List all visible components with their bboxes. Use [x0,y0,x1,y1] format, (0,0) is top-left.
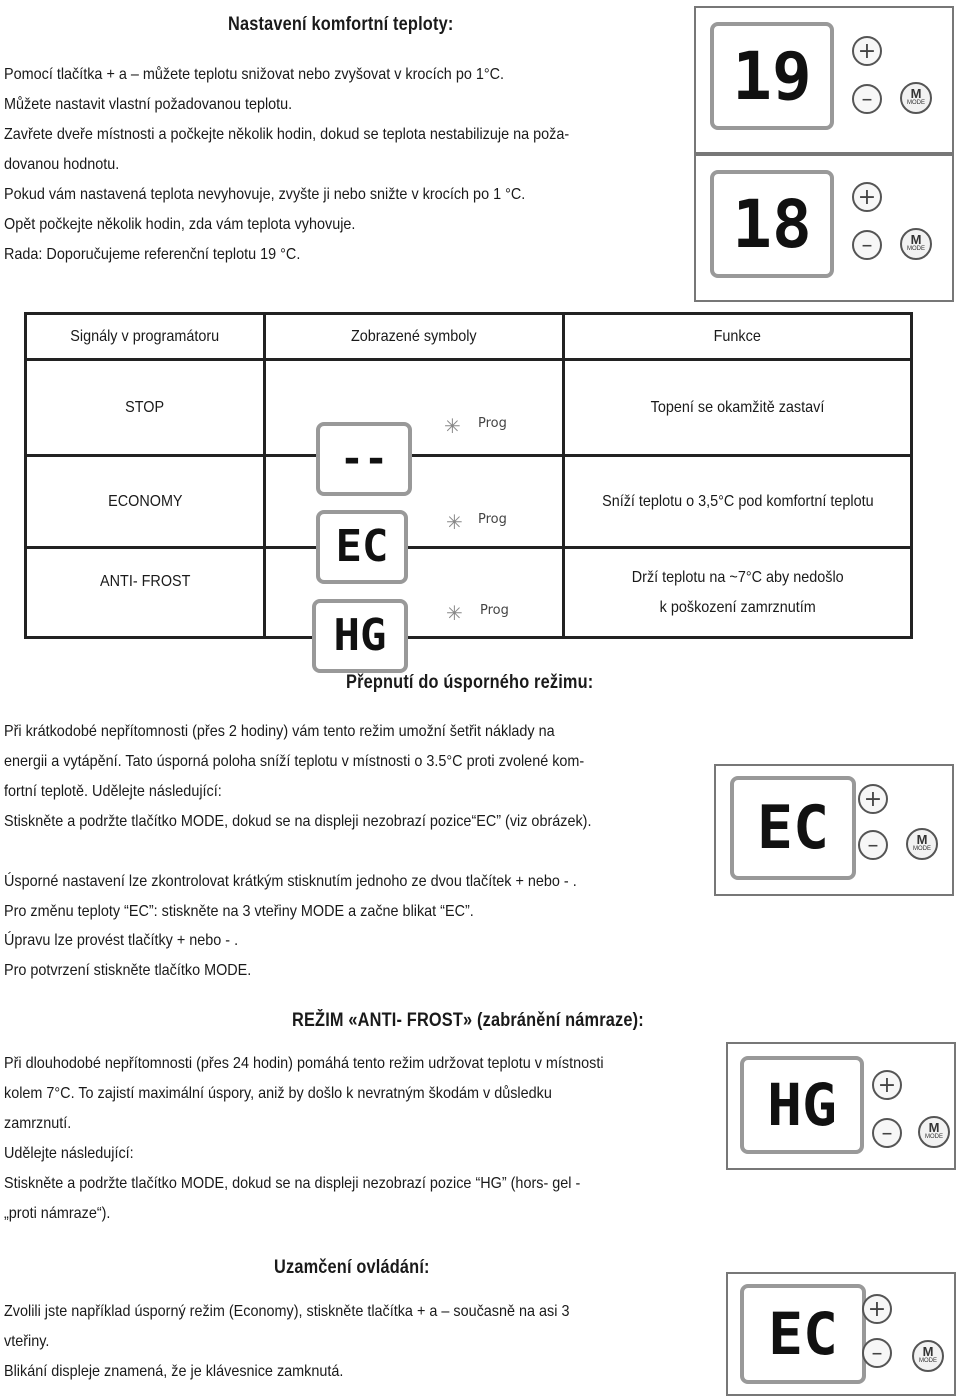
economy-line: Stiskněte a podržte tlačítko MODE, dokud se na displeji nezobrazí pozice“EC” (viz obrázek). [4,813,592,830]
mode-button[interactable] [912,1340,944,1372]
mode-button-label: MODE [907,246,925,252]
antifrost-line: „proti námraze“). [4,1205,111,1222]
symbol-cell [265,548,564,661]
mode-button-m: M [916,832,928,847]
plus-button[interactable]: + [858,784,888,814]
mode-button[interactable] [900,82,932,114]
function-cell [564,360,912,456]
lcd-display: EC [740,1284,866,1384]
symbol-cell [265,456,564,572]
minus-button[interactable]: – [852,230,882,260]
lock-heading: Uzamčení ovládání: [274,1257,430,1278]
function-economy: Sníží teplotu o 3,5°C pod komfortní teplotu [601,492,874,510]
header-signal: Signály v programátoru [70,327,220,345]
mode-button-m: M [910,232,922,247]
comfort-line: Pomocí tlačítka + a – můžete teplotu snižovat nebo zvyšovat v krocích po 1°C. [4,66,505,83]
function-stop: Topení se okamžitě zastaví [650,398,825,416]
mode-button-label: MODE [925,1134,943,1140]
signal-stop: STOP [125,398,165,416]
comfort-line: dovanou hodnotu. [4,156,120,173]
lcd-display: HG [740,1056,864,1154]
thermostat-panel-lock [726,1272,956,1396]
antifrost-line: zamrznutí. [4,1115,72,1132]
thermostat-panel-18 [694,154,954,302]
economy-line: Při krátkodobé nepřítomnosti (přes 2 hodiny) vám tento režim umožní šetřit náklady na [4,723,555,740]
plus-button[interactable]: + [872,1070,902,1100]
signal-cell [26,360,265,456]
lcd-display: 18 [710,170,834,278]
thermostat-panel-19 [694,6,954,154]
mode-button[interactable] [918,1116,950,1148]
minus-button[interactable]: – [872,1118,902,1148]
table-header [564,314,912,360]
lcd-display: 19 [710,22,834,130]
comfort-line: Můžete nastavit vlastní požadovanou teplotu. [4,96,293,113]
table-header [26,314,265,360]
function-cell [564,548,912,638]
minus-button[interactable]: – [858,830,888,860]
signal-economy: ECONOMY [107,492,183,510]
table-row [26,548,912,638]
economy-heading: Přepnutí do úsporného režimu: [346,672,594,693]
signals-table [24,312,913,661]
table-row [26,456,912,548]
mode-button-label: MODE [913,846,931,852]
header-function: Funkce [713,327,762,345]
function-antifrost-2: k poškození zamrznutím [659,598,816,616]
antifrost-heading: REŽIM «ANTI- FROST» (zabránění námraze): [292,1010,644,1031]
plus-button[interactable]: + [862,1294,892,1324]
antifrost-line: kolem 7°C. To zajistí maximální úspory, aniž by došlo k nevratným škodám v důsledku [4,1085,552,1102]
blink-icon: ✳ [444,415,461,438]
plus-button[interactable]: + [852,36,882,66]
lock-line: Blikání displeje znamená, že je klávesnice zamknutá. [4,1363,344,1380]
antifrost-line: Při dlouhodobé nepřítomnosti (přes 24 hodin) pomáhá tento režim udržovat teplotu v místnosti [4,1055,604,1072]
lcd-display: EC [730,776,856,880]
economy-line: Pro změnu teploty “EC”: stiskněte na 3 vteřiny MODE a začne blikat “EC”. [4,903,474,920]
comfort-line: Rada: Doporučujeme referenční teplotu 19 °C. [4,246,301,263]
economy-line: fortní teplotě. Udělejte následující: [4,783,222,800]
function-antifrost: Drží teplotu na ~7°C aby nedošlo [631,568,844,586]
thermostat-panel-ec [714,764,954,896]
mode-button-label: MODE [907,100,925,106]
signal-antifrost: ANTI- FROST [99,573,191,590]
lock-line: Zvolili jste například úsporný režim (Economy), stiskněte tlačítka + a – současně na asi 3 [4,1303,570,1320]
blink-icon: ✳ [446,511,463,534]
symbol-cell [265,360,564,482]
table-row [26,360,912,456]
comfort-line: Pokud vám nastavená teplota nevyhovuje, zvyšte ji nebo snižte v krocích po 1 °C. [4,186,526,203]
mode-button[interactable] [900,228,932,260]
mode-button-m: M [910,86,922,101]
prog-label: Prog [478,415,507,431]
economy-line: Pro potvrzení stiskněte tlačítko MODE. [4,962,252,979]
blink-icon: ✳ [446,602,463,625]
header-symbols: Zobrazené symboly [351,327,477,345]
signal-cell [26,548,265,638]
lock-line: vteřiny. [4,1333,50,1350]
mode-button-m: M [922,1344,934,1359]
mode-button[interactable] [906,828,938,860]
signal-cell [26,456,265,548]
prog-label: Prog [478,511,507,527]
antifrost-line: Stiskněte a podržte tlačítko MODE, dokud se na displeji nezobrazí pozice “HG” (hors- gel - [4,1175,581,1192]
thermostat-panel-hg [726,1042,956,1170]
comfort-line: Zavřete dveře místnosti a počkejte několik hodin, dokud se teplota nestabilizuje na poža- [4,126,570,143]
function-cell [564,456,912,548]
economy-line: Úpravu lze provést tlačítky + nebo - . [4,932,239,949]
comfort-heading: Nastavení komfortní teploty: [228,14,454,35]
table-header [265,314,564,360]
comfort-line: Opět počkejte několik hodin, zda vám teplota vyhovuje. [4,216,356,233]
lcd-display: -- [316,422,412,496]
mode-button-m: M [928,1120,940,1135]
minus-button[interactable]: – [862,1338,892,1368]
mode-button-label: MODE [919,1358,937,1364]
minus-button[interactable]: – [852,84,882,114]
prog-label: Prog [480,602,509,618]
economy-line: Úsporné nastavení lze zkontrolovat krátkým stisknutím jednoho ze dvou tlačítek + nebo - . [4,873,577,890]
economy-line: energii a vytápění. Tato úsporná poloha sníží teplotu v místnosti o 3.5°C proti zvolené kom- [4,753,585,770]
plus-button[interactable]: + [852,182,882,212]
lcd-display: HG [312,599,408,673]
lcd-display: EC [316,510,408,584]
antifrost-line: Udělejte následující: [4,1145,134,1162]
